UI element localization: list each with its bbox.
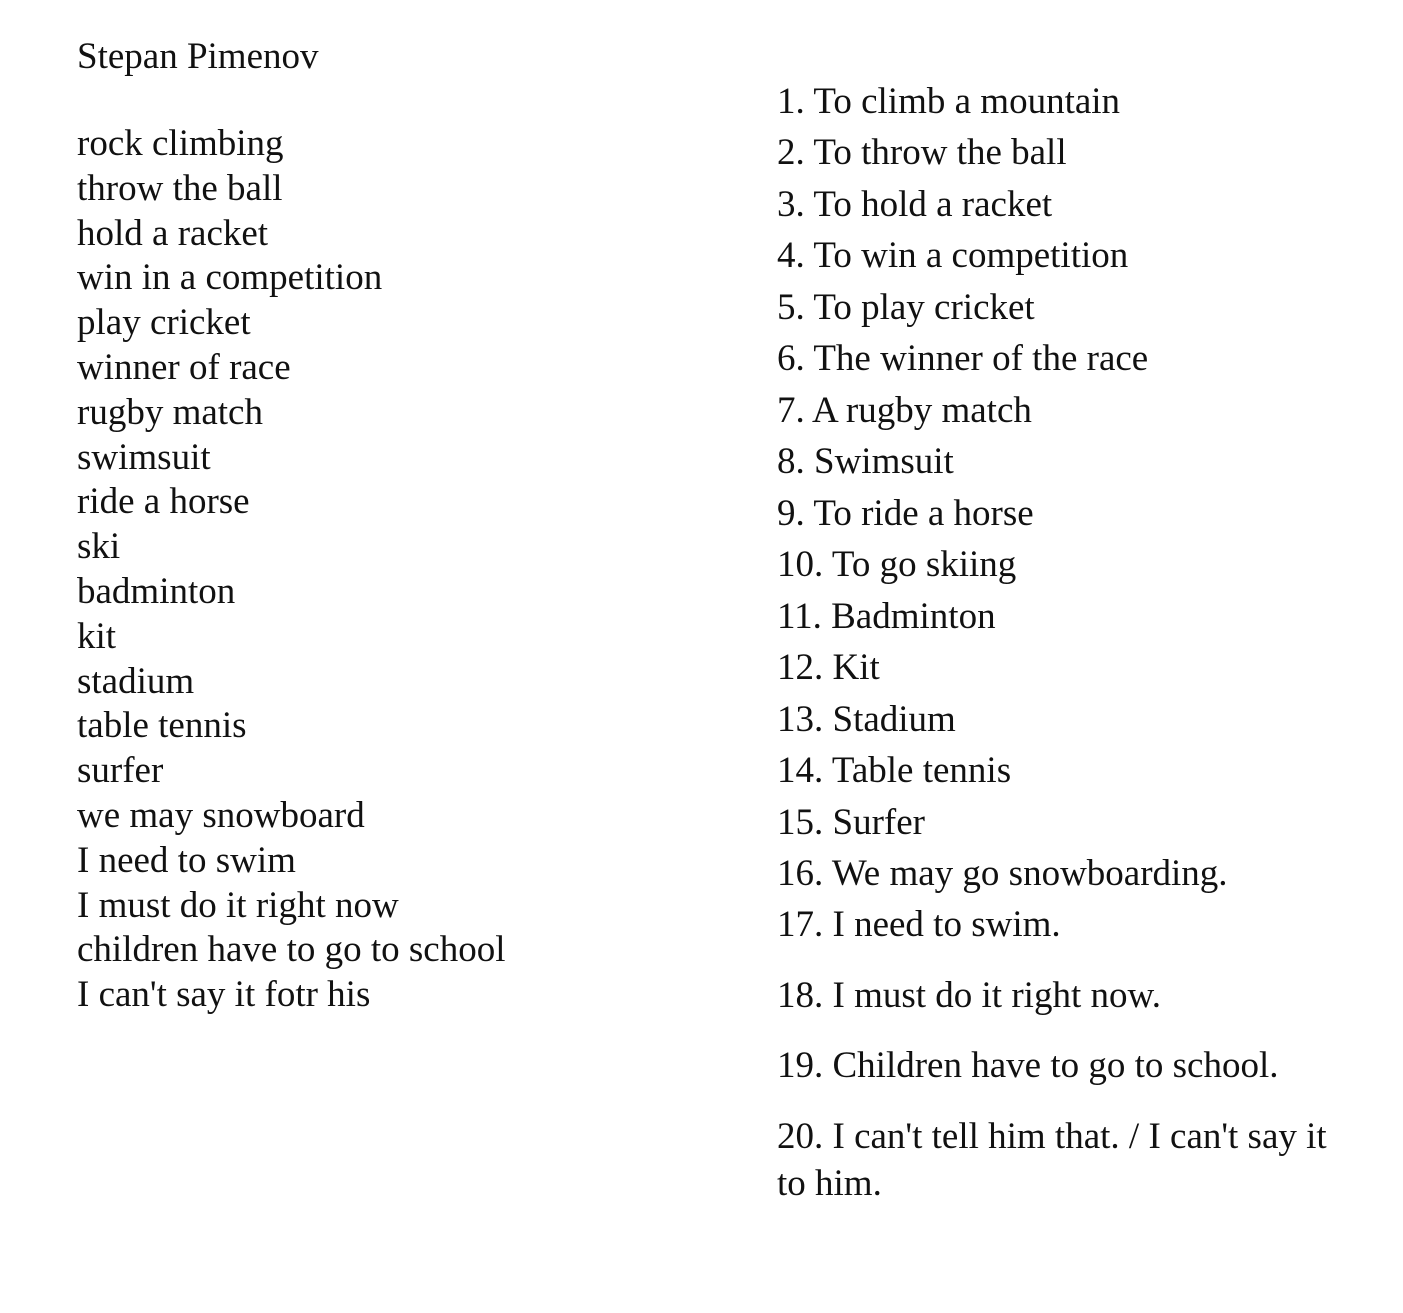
correction-item: 11. Badminton [777,596,996,637]
correction-item: 7. A rugby match [777,390,1032,431]
student-answer-item: throw the ball [77,167,283,209]
correction-item: 5. To play cricket [777,287,1035,328]
correction-item: 3. To hold a racket [777,184,1053,225]
correction-item: 8. Swimsuit [777,441,954,482]
student-answer-item: surfer [77,750,164,792]
student-answer-item: I can't say it fotr his [77,974,371,1016]
correction-item: 20. I can't tell him that. / I can't say it to him. [777,1116,1327,1204]
student-answer-item: I need to swim [77,839,296,881]
student-answer-item: swimsuit [77,436,211,478]
student-answers-list [77,122,505,1018]
student-answer-item: we may snowboard [77,794,365,836]
correction-item: 12. Kit [777,647,880,688]
student-answer-item: hold a racket [77,212,269,254]
correction-item: 6. The winner of the race [777,338,1149,379]
student-answer-item: ski [77,526,121,568]
student-answer-item: children have to go to school [77,929,506,971]
correction-item: 16. We may go snowboarding. [777,853,1228,894]
correction-item: 13. Stadium [777,699,956,740]
student-answer-item: rugby match [77,391,263,433]
correction-item: 2. To throw the ball [777,132,1067,173]
student-answer-item: table tennis [77,705,247,747]
correction-item: 9. To ride a horse [777,493,1034,534]
correction-item: 10. To go skiing [777,544,1017,585]
student-answer-item: badminton [77,570,236,612]
student-answer-item: ride a horse [77,481,250,523]
student-answer-item: win in a competition [77,257,383,299]
correction-item: 1. To climb a mountain [777,81,1121,122]
student-answer-item: rock climbing [77,123,284,164]
correction-item: 14. Table tennis [777,750,1012,791]
author-name: Stepan Pimenov [77,36,319,77]
student-answer-item: I must do it right now [77,884,399,926]
correction-item: 15. Surfer [777,802,925,843]
student-answer-item: play cricket [77,302,251,344]
student-answer-item: winner of race [77,346,291,388]
correction-item: 17. I need to swim. [777,904,1061,945]
correction-item: 4. To win a competition [777,235,1129,276]
correction-item: 19. Children have to go to school. [777,1045,1279,1086]
student-answer-item: stadium [77,660,195,702]
student-answer-item: kit [77,615,117,657]
correction-item: 18. I must do it right now. [777,975,1162,1016]
